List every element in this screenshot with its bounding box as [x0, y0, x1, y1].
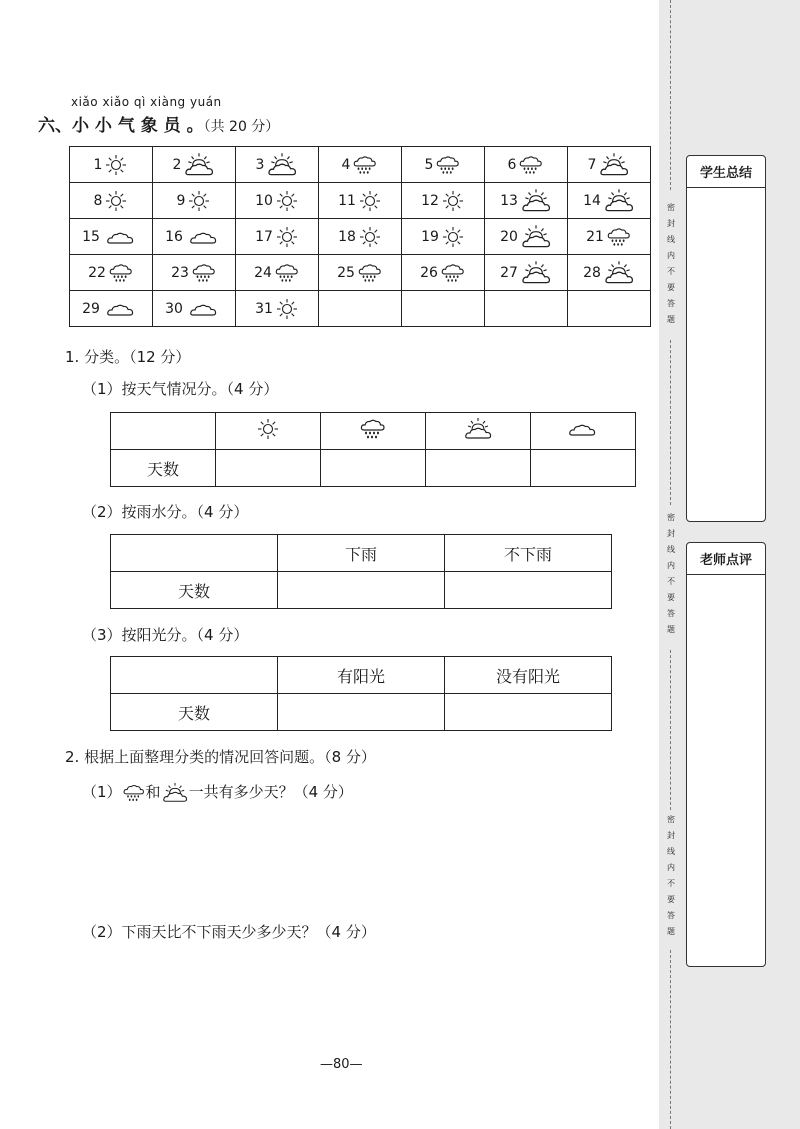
- day-number: 3: [255, 156, 265, 173]
- weather-count-table: [110, 412, 636, 487]
- calendar-cell: [568, 183, 651, 219]
- page-number: —80—: [320, 1057, 363, 1072]
- q1-label: 1. 分类。（12 分）: [65, 348, 191, 366]
- answer-cell[interactable]: [278, 572, 445, 609]
- day-number: 5: [424, 156, 434, 173]
- table-header: 有阳光: [278, 657, 445, 694]
- calendar-cell: [402, 255, 485, 291]
- calendar-cell: [485, 219, 568, 255]
- table-corner: [111, 413, 216, 450]
- weather-calendar: [69, 146, 651, 327]
- table-corner: [111, 657, 278, 694]
- calendar-cell: [319, 291, 402, 327]
- calendar-cell: [153, 291, 236, 327]
- student-summary-box[interactable]: [686, 155, 766, 522]
- answer-cell[interactable]: [216, 450, 321, 487]
- calendar-cell: [70, 255, 153, 291]
- seal-dash-line: [670, 340, 671, 505]
- q2-part1: [82, 781, 353, 804]
- answer-cell[interactable]: [278, 694, 445, 731]
- table-corner: [111, 535, 278, 572]
- section-title-text: 六、小 小 气 象 员 。: [38, 116, 204, 136]
- sunny-icon: [104, 189, 128, 213]
- calendar-row: [70, 183, 651, 219]
- rain-header: [321, 413, 426, 450]
- calendar-cell: [153, 255, 236, 291]
- calendar-row: [70, 147, 651, 183]
- sun-count-table: [110, 656, 612, 731]
- seal-text-1: 密 封 线 内 不 要 答 题: [667, 203, 675, 324]
- seal-text-2: 密 封 线 内 不 要 答 题: [667, 513, 675, 634]
- cloudy-header: [531, 413, 636, 450]
- sunny-icon: [187, 189, 211, 213]
- q2-part2: （2）下雨天比不下雨天少多少天？（4 分）: [82, 923, 376, 941]
- sunny-icon: [441, 189, 465, 213]
- calendar-row: [70, 219, 651, 255]
- answer-cell[interactable]: [321, 450, 426, 487]
- calendar-cell: [402, 147, 485, 183]
- table-header: 不下雨: [445, 535, 612, 572]
- calendar-cell: [485, 147, 568, 183]
- rain-icon: [191, 261, 217, 285]
- partly-cloudy-icon: [520, 260, 552, 286]
- student-summary-title: 学生总结: [687, 156, 765, 188]
- rain-icon: [108, 261, 134, 285]
- cloudy-icon: [102, 298, 140, 320]
- day-number: 21: [586, 228, 604, 245]
- row-label: 天数: [111, 450, 216, 487]
- day-number: 7: [587, 156, 597, 173]
- cloudy-icon: [102, 226, 140, 248]
- partly-cloudy-header: [426, 413, 531, 450]
- partly-cloudy-icon: [161, 782, 189, 804]
- table-header: 没有阳光: [445, 657, 612, 694]
- partly-cloudy-icon: [598, 152, 630, 178]
- day-number: 28: [583, 264, 601, 281]
- partly-cloudy-icon: [520, 224, 552, 250]
- calendar-cell: [319, 147, 402, 183]
- calendar-cell: [70, 291, 153, 327]
- day-number: 29: [82, 300, 100, 317]
- calendar-cell: [236, 291, 319, 327]
- section-title: [38, 111, 279, 136]
- seal-text-3: 密 封 线 内 不 要 答 题: [667, 815, 675, 936]
- q2-part1-suffix: 一共有多少天？（4 分）: [188, 783, 353, 801]
- answer-cell[interactable]: [445, 572, 612, 609]
- q2-part1-and: 和: [145, 783, 161, 801]
- day-number: 8: [93, 192, 103, 209]
- day-number: 12: [421, 192, 439, 209]
- sunny-icon: [275, 297, 299, 321]
- calendar-cell: [485, 291, 568, 327]
- q1-part2: （2）按雨水分。（4 分）: [82, 503, 249, 521]
- rain-icon: [606, 225, 632, 249]
- partly-cloudy-icon: [603, 260, 635, 286]
- cloudy-icon: [185, 226, 223, 248]
- rain-icon: [518, 153, 544, 177]
- day-number: 11: [338, 192, 356, 209]
- seal-dash-line: [670, 0, 671, 190]
- calendar-cell: [153, 219, 236, 255]
- calendar-cell: [319, 255, 402, 291]
- sunny-icon: [358, 189, 382, 213]
- calendar-cell: [236, 183, 319, 219]
- day-number: 19: [421, 228, 439, 245]
- q2-part1-prefix: （1）: [82, 783, 122, 801]
- table-header: 下雨: [278, 535, 445, 572]
- cloudy-icon: [563, 418, 603, 440]
- rain-icon: [359, 417, 387, 441]
- day-number: 14: [583, 192, 601, 209]
- calendar-cell: [568, 147, 651, 183]
- day-number: 16: [165, 228, 183, 245]
- calendar-cell: [153, 183, 236, 219]
- partly-cloudy-icon: [603, 188, 635, 214]
- calendar-row: [70, 255, 651, 291]
- cloudy-icon: [185, 298, 223, 320]
- sunny-header: [216, 413, 321, 450]
- day-number: 31: [255, 300, 273, 317]
- calendar-cell: [319, 219, 402, 255]
- sunny-icon: [104, 153, 128, 177]
- calendar-cell: [402, 219, 485, 255]
- calendar-cell: [402, 183, 485, 219]
- calendar-cell: [70, 147, 153, 183]
- partly-cloudy-icon: [520, 188, 552, 214]
- day-number: 27: [500, 264, 518, 281]
- day-number: 24: [254, 264, 272, 281]
- calendar-cell: [485, 255, 568, 291]
- sunny-icon: [254, 417, 282, 441]
- day-number: 25: [337, 264, 355, 281]
- calendar-row: [70, 291, 651, 327]
- calendar-cell: [236, 219, 319, 255]
- seal-dash-line: [670, 650, 671, 810]
- day-number: 6: [507, 156, 517, 173]
- calendar-cell: [402, 291, 485, 327]
- partly-cloudy-icon: [266, 152, 298, 178]
- teacher-comment-title: 老师点评: [687, 543, 765, 575]
- partly-cloudy-icon: [183, 152, 215, 178]
- calendar-cell: [568, 255, 651, 291]
- day-number: 1: [93, 156, 103, 173]
- sunny-icon: [275, 189, 299, 213]
- calendar-cell: [70, 183, 153, 219]
- rain-icon: [122, 782, 146, 804]
- calendar-cell: [236, 255, 319, 291]
- calendar-cell: [319, 183, 402, 219]
- day-number: 2: [172, 156, 182, 173]
- calendar-cell: [70, 219, 153, 255]
- teacher-comment-box[interactable]: [686, 542, 766, 967]
- rain-icon: [357, 261, 383, 285]
- calendar-cell: [568, 291, 651, 327]
- row-label: 天数: [111, 694, 278, 731]
- answer-cell[interactable]: [531, 450, 636, 487]
- day-number: 23: [171, 264, 189, 281]
- day-number: 10: [255, 192, 273, 209]
- q1-part1: （1）按天气情况分。（4 分）: [82, 380, 279, 398]
- row-label: 天数: [111, 572, 278, 609]
- seal-dash-line: [670, 950, 671, 1129]
- rain-count-table: [110, 534, 612, 609]
- section-pinyin: xiǎo xiǎo qì xiàng yuán: [71, 95, 222, 109]
- answer-cell[interactable]: [426, 450, 531, 487]
- q2-label: 2. 根据上面整理分类的情况回答问题。（8 分）: [65, 748, 376, 766]
- rain-icon: [440, 261, 466, 285]
- answer-cell[interactable]: [445, 694, 612, 731]
- day-number: 9: [176, 192, 186, 209]
- calendar-cell: [568, 219, 651, 255]
- day-number: 20: [500, 228, 518, 245]
- day-number: 17: [255, 228, 273, 245]
- sunny-icon: [441, 225, 465, 249]
- day-number: 4: [341, 156, 351, 173]
- calendar-cell: [236, 147, 319, 183]
- day-number: 30: [165, 300, 183, 317]
- day-number: 26: [420, 264, 438, 281]
- day-number: 22: [88, 264, 106, 281]
- sunny-icon: [275, 225, 299, 249]
- partly-cloudy-icon: [462, 417, 494, 441]
- rain-icon: [352, 153, 378, 177]
- day-number: 13: [500, 192, 518, 209]
- calendar-cell: [153, 147, 236, 183]
- day-number: 15: [82, 228, 100, 245]
- day-number: 18: [338, 228, 356, 245]
- q1-part3: （3）按阳光分。（4 分）: [82, 626, 249, 644]
- rain-icon: [274, 261, 300, 285]
- section-score: （共 20 分）: [203, 119, 280, 135]
- sunny-icon: [358, 225, 382, 249]
- calendar-cell: [485, 183, 568, 219]
- rain-icon: [435, 153, 461, 177]
